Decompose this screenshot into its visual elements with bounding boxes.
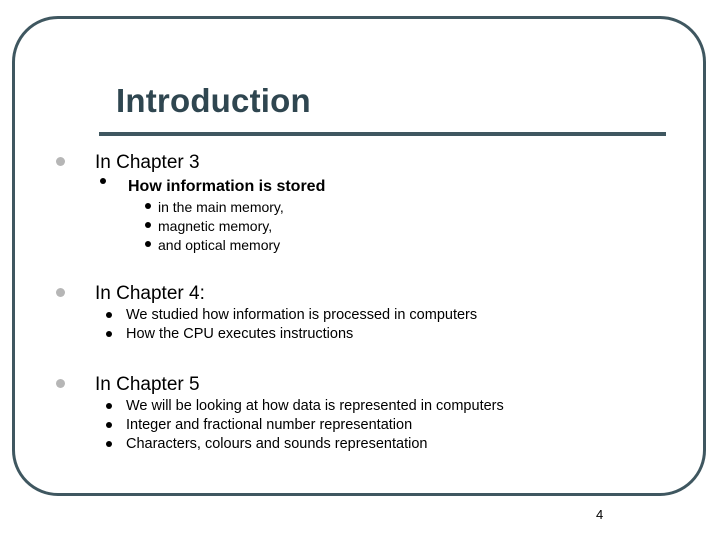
list-item: in the main memory, — [158, 199, 284, 215]
bullet-icon — [100, 178, 106, 184]
bullet-icon — [56, 379, 65, 388]
list-item: Characters, colours and sounds representation — [126, 436, 427, 452]
list-item: and optical memory — [158, 237, 280, 253]
bullet-icon — [145, 222, 151, 228]
bullet-icon — [106, 422, 112, 428]
bullet-icon — [106, 312, 112, 318]
bullet-icon — [56, 157, 65, 166]
section-chapter-3 — [95, 152, 200, 174]
bullet-icon — [145, 203, 151, 209]
list-item: magnetic memory, — [158, 218, 272, 234]
sub-bullet-label: How information is stored — [128, 178, 326, 195]
page-number: 4 — [596, 507, 604, 522]
list-item: We will be looking at how data is represented in computers — [126, 398, 504, 414]
bullet-icon — [106, 441, 112, 447]
section-chapter-5 — [95, 374, 200, 396]
bullet-icon — [106, 403, 112, 409]
sub-bullet-storage — [128, 178, 325, 196]
list-item: How the CPU executes instructions — [126, 326, 353, 342]
list-item: Integer and fractional number representation — [126, 417, 412, 433]
slide-title: Introduction — [116, 82, 311, 119]
section-heading: In Chapter 4: — [95, 283, 205, 304]
bullet-icon — [106, 331, 112, 337]
section-heading: In Chapter 5 — [95, 374, 200, 395]
bullet-icon — [56, 288, 65, 297]
section-chapter-4 — [95, 283, 205, 305]
section-heading: In Chapter 3 — [95, 152, 200, 173]
title-underline — [99, 132, 666, 136]
list-item: We studied how information is processed in computers — [126, 307, 477, 323]
bullet-icon — [145, 241, 151, 247]
